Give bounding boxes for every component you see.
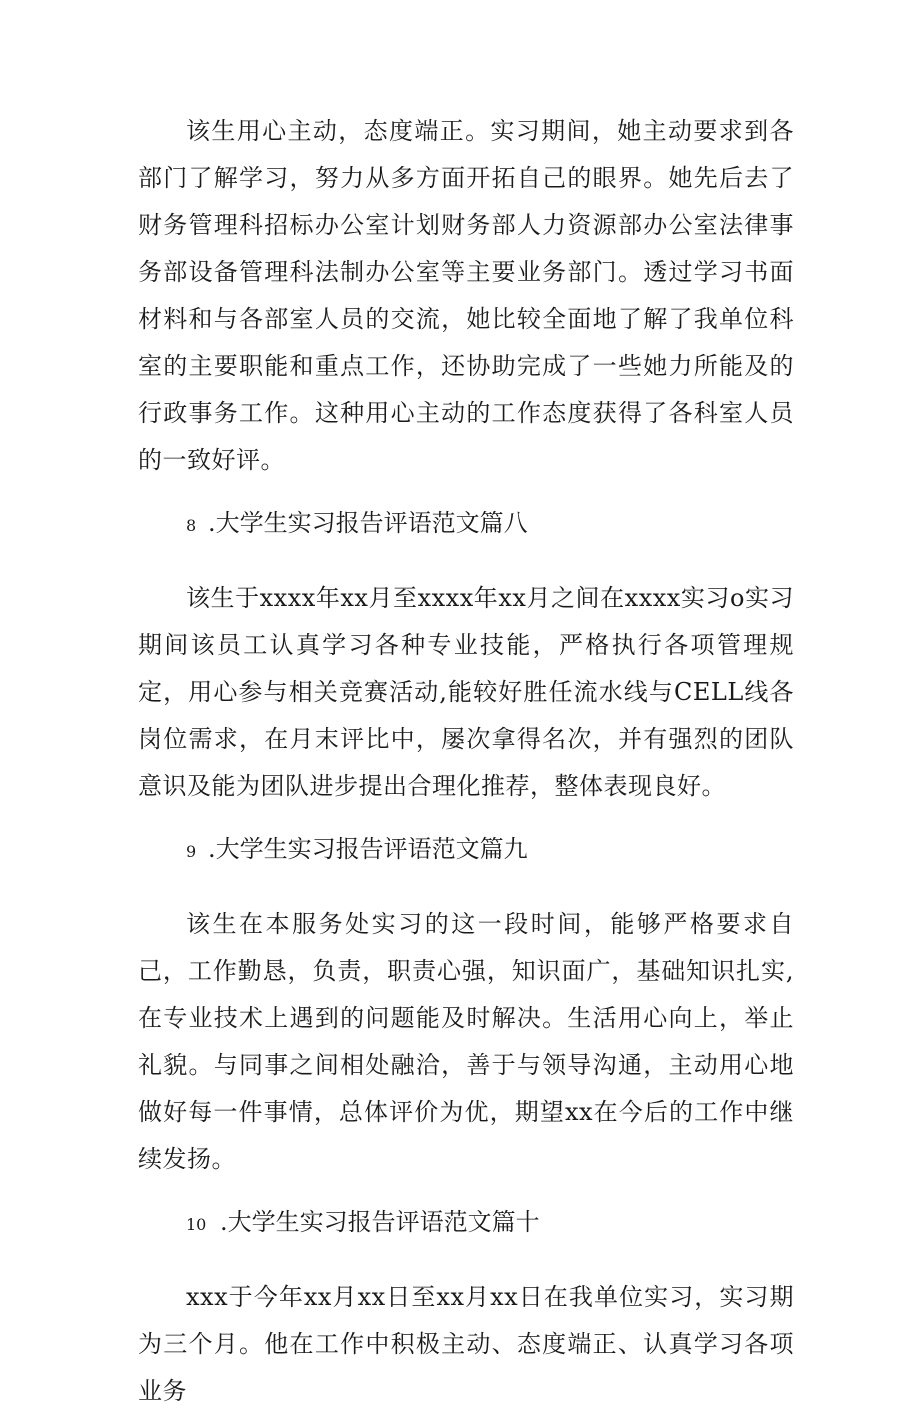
section-number: 8 xyxy=(186,516,197,535)
section-number: 9 xyxy=(186,842,197,861)
section-heading-8 xyxy=(138,500,794,549)
paragraph-evaluation-7: 该生用心主动，态度端正。实习期间，她主动要求到各部门了解学习，努力从多方面开拓自己的眼界。她先后去了财务管理科招标办公室计划财务部人力资源部办公室法律事务部设备管理科法制办公室等主要业务部门。透过学习书面材料和与各部室人员的交流，她比较全面地了解了我单位科室的主要职能和重点工作，还协助完成了一些她力所能及的行政事务工作。这种用心主动的工作态度获得了各科室人员的一致好评。 xyxy=(138,117,794,474)
section-number: 10 xyxy=(186,1215,207,1234)
document-page xyxy=(138,108,794,1415)
section-title: .大学生实习报告评语范文篇八 xyxy=(208,509,528,537)
section-title: .大学生实习报告评语范文篇十 xyxy=(220,1208,540,1236)
section-heading-9 xyxy=(138,826,794,875)
paragraph-evaluation-10: xxx于今年xx月xx日至xx月xx日在我单位实习，实习期为三个月。他在工作中积极主动、态度端正、认真学习各项业务 xyxy=(138,1283,794,1405)
section-title: .大学生实习报告评语范文篇九 xyxy=(208,835,528,863)
paragraph-evaluation-9: 该生在本服务处实习的这一段时间，能够严格要求自己，工作勤恳，负责，职责心强，知识面广，基础知识扎实,在专业技术上遇到的问题能及时解决。生活用心向上，举止礼貌。与同事之间相处融洽，善于与领导沟通，主动用心地做好每一件事情，总体评价为优，期望xx在今后的工作中继续发扬。 xyxy=(138,910,794,1173)
paragraph-evaluation-8: 该生于xxxx年xx月至xxxx年xx月之间在xxxx实习o实习期间该员工认真学习各种专业技能，严格执行各项管理规定，用心参与相关竞赛活动,能较好胜任流水线与CELL线各岗位需求，在月末评比中，屡次拿得名次，并有强烈的团队意识及能为团队进步提出合理化推荐，整体表现良好。 xyxy=(138,584,794,800)
section-heading-10 xyxy=(138,1199,794,1248)
